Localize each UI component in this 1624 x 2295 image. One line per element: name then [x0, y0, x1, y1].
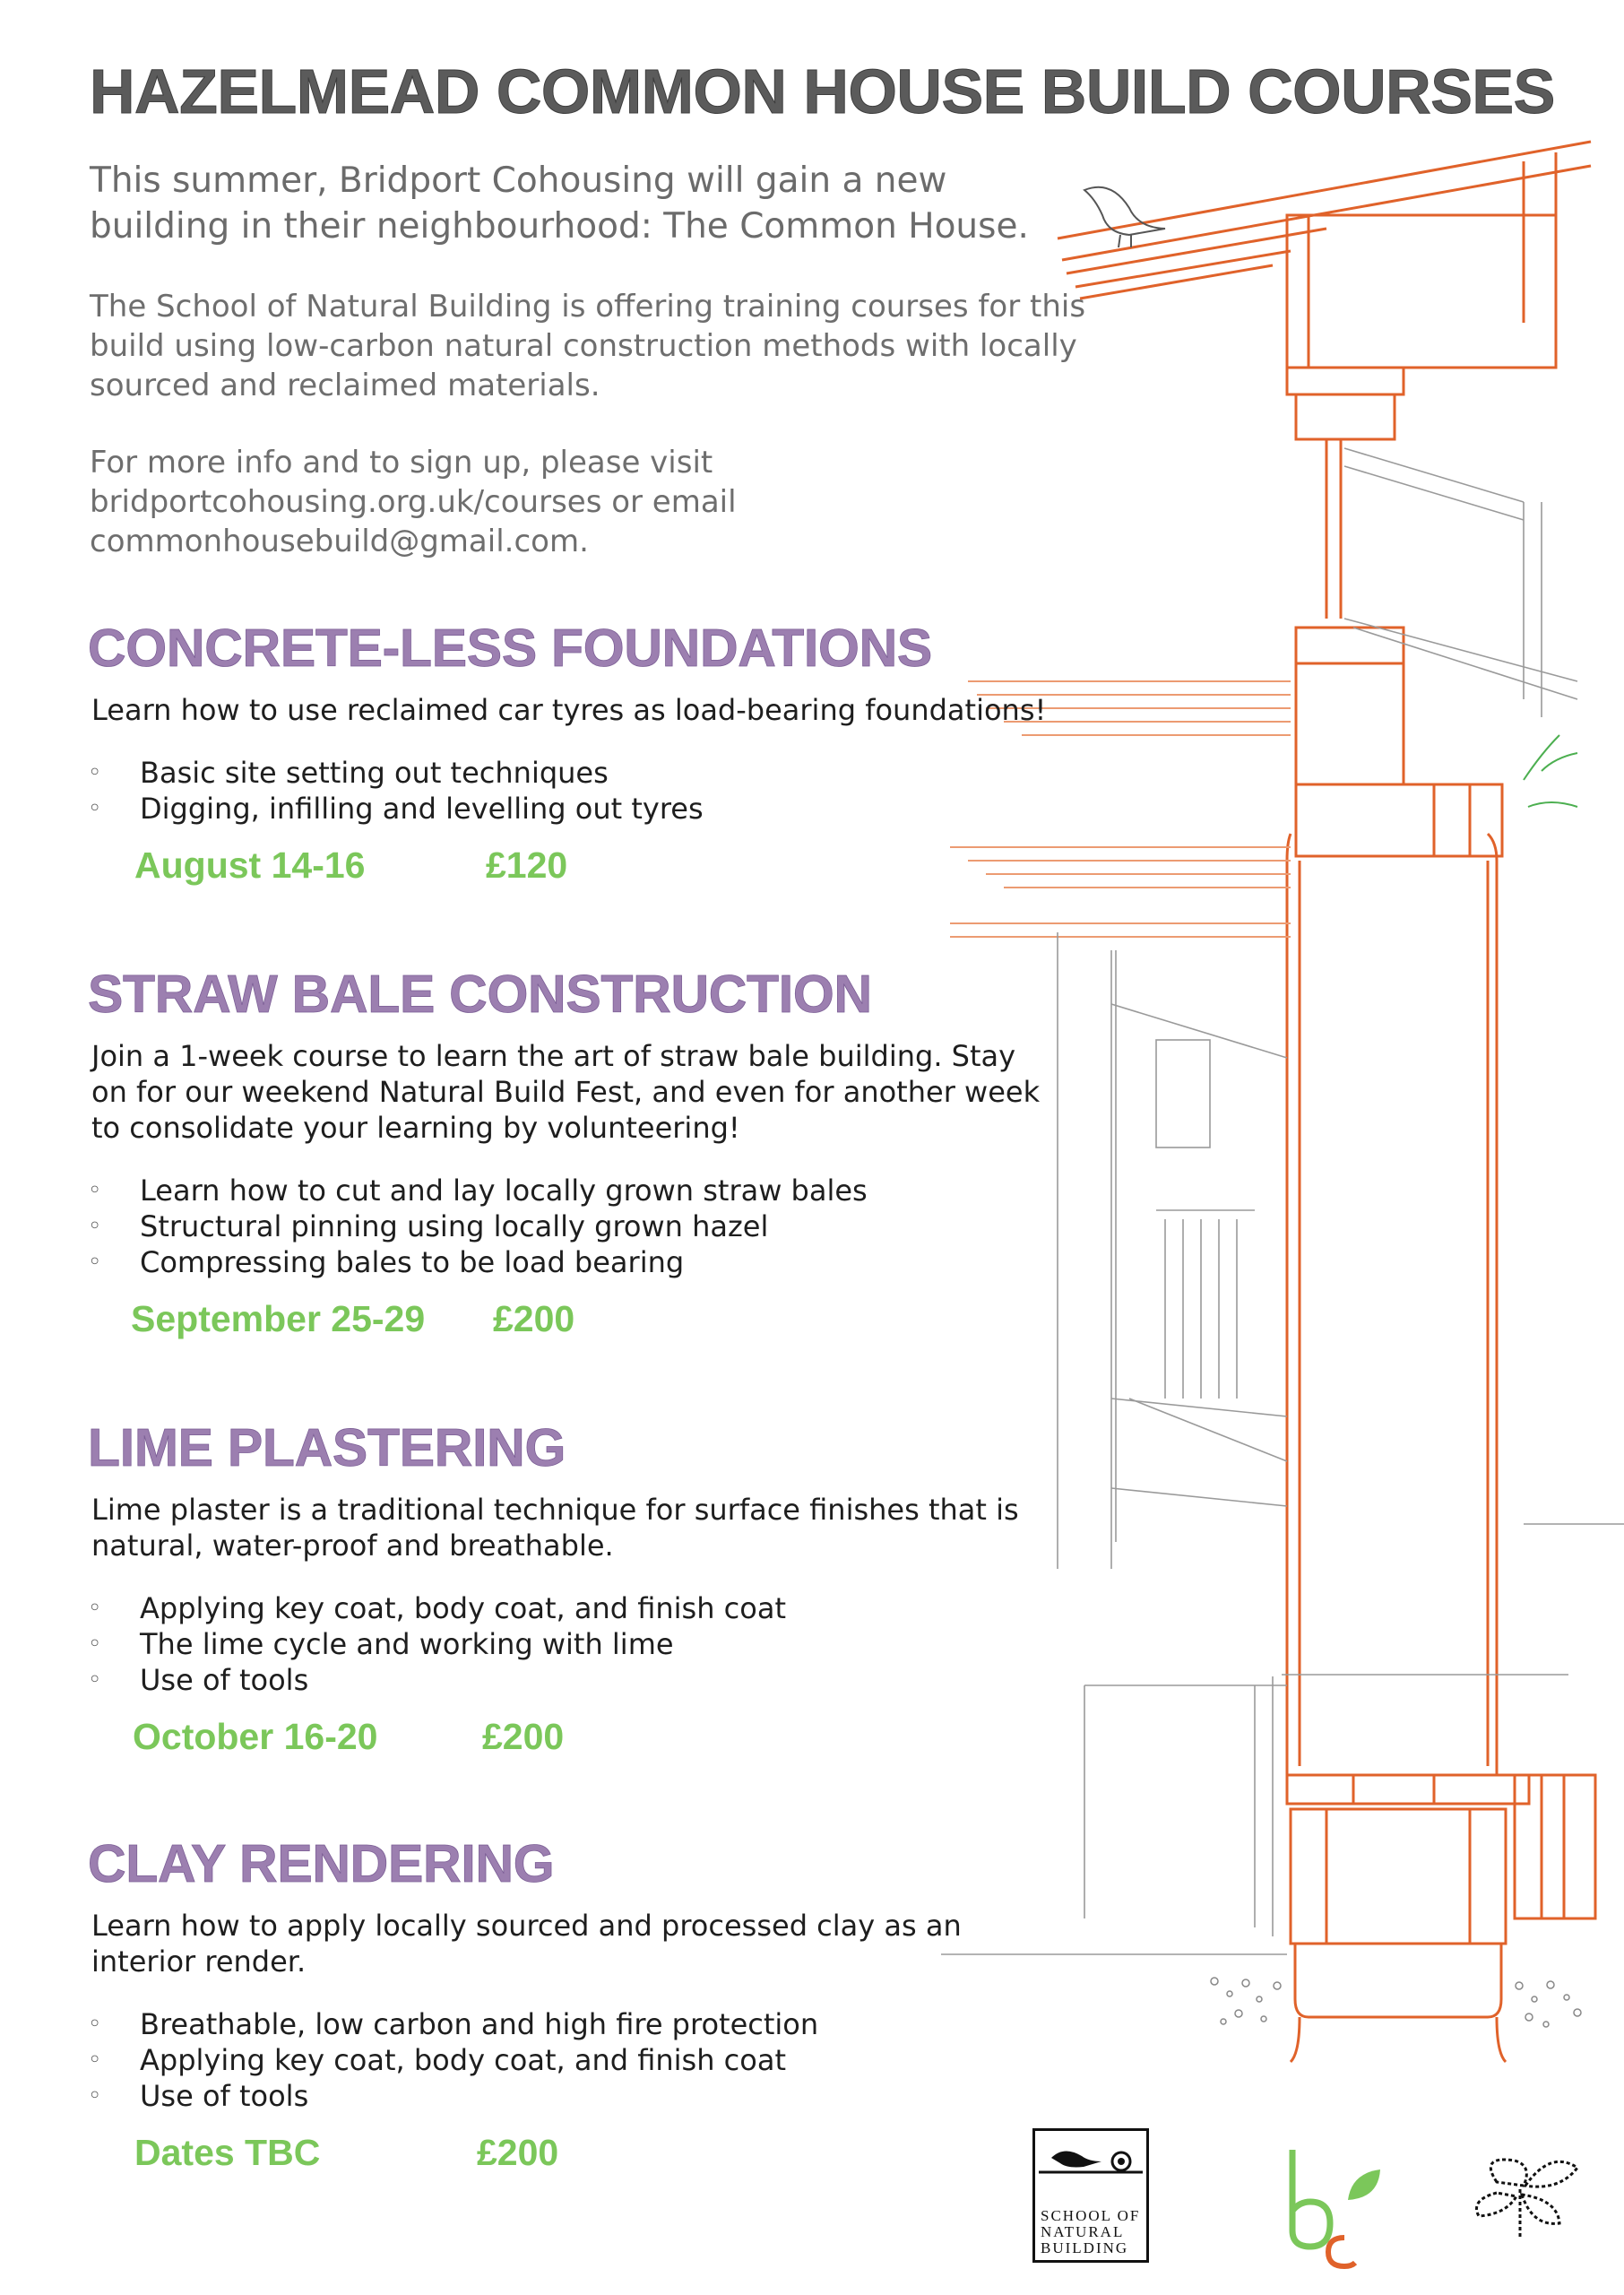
- course-points: [88, 755, 1056, 827]
- course-title: STRAW BALE CONSTRUCTION: [88, 965, 872, 1024]
- course-points: [88, 1590, 1056, 1698]
- dragonfly-icon: [1461, 2146, 1595, 2245]
- course-date: October 16-20: [133, 1716, 378, 1757]
- list-item: ◦ Compressing bales to be load bearing: [88, 1244, 1056, 1280]
- bird-icon: [1035, 2131, 1146, 2185]
- bird-icon: [1084, 187, 1165, 247]
- intro-lead: This summer, Bridport Cohousing will gain a new building in their neighbourhood: The Common House.: [90, 160, 1029, 247]
- school-logo-text: SCHOOL OF NATURAL BUILDING: [1041, 2207, 1141, 2256]
- course-date: August 14-16: [134, 844, 366, 886]
- list-item: ◦ Structural pinning using locally grown hazel: [88, 1208, 1056, 1244]
- course-price: £200: [482, 1716, 565, 1757]
- list-item: ◦ Breathable, low carbon and high fire protection: [88, 2006, 1056, 2042]
- course-concrete-less-foundations: [88, 617, 1056, 898]
- page-title: HAZELMEAD COMMON HOUSE BUILD COURSES: [90, 56, 1555, 126]
- list-item: ◦ Applying key coat, body coat, and finish coat: [88, 1590, 1056, 1626]
- list-item: ◦ Basic site setting out techniques: [88, 755, 1056, 791]
- list-item: ◦ Use of tools: [88, 2078, 1056, 2114]
- course-points: [88, 2006, 1056, 2114]
- course-description: Learn how to use reclaimed car tyres as load-bearing foundations!: [91, 693, 1047, 727]
- course-points: [88, 1173, 1056, 1280]
- course-description: Join a 1-week course to learn the art of straw bale building. Stay on for our weekend Natural Build Fest, and even for another week to consolidate your learning by volunteering!: [91, 1039, 1041, 1145]
- course-meta: [88, 844, 1056, 898]
- list-item: ◦ Applying key coat, body coat, and finish coat: [88, 2042, 1056, 2078]
- course-title: LIME PLASTERING: [88, 1418, 566, 1477]
- course-straw-bale-construction: [88, 963, 1056, 1352]
- leaf-icon: [1348, 2169, 1380, 2200]
- course-meta: [88, 2132, 1056, 2186]
- course-clay-rendering: [88, 1832, 1056, 2186]
- course-title: CONCRETE-LESS FOUNDATIONS: [88, 619, 932, 678]
- course-description: Learn how to apply locally sourced and processed clay as an interior render.: [91, 1909, 962, 1979]
- school-of-natural-building-logo: [1032, 2128, 1149, 2263]
- intro-contact: For more info and to sign up, please visit bridportcohousing.org.uk/courses or email commonhousebuild@gmail.com.: [90, 445, 737, 559]
- course-description: Lime plaster is a traditional technique for surface finishes that is natural, water-proof and breathable.: [91, 1493, 1019, 1563]
- course-meta: [88, 1716, 1056, 1770]
- course-title: CLAY RENDERING: [88, 1834, 555, 1893]
- course-date: September 25-29: [131, 1298, 426, 1339]
- course-meta: [88, 1298, 1056, 1352]
- list-item: ◦ The lime cycle and working with lime: [88, 1626, 1056, 1662]
- course-price: £200: [493, 1298, 575, 1339]
- list-item: ◦ Digging, infilling and levelling out tyres: [88, 791, 1056, 827]
- intro-body: The School of Natural Building is offering training courses for this build using low-carbon natural construction methods with locally sourced and reclaimed materials.: [90, 289, 1086, 403]
- course-lime-plastering: [88, 1416, 1056, 1770]
- course-price: £200: [477, 2132, 559, 2173]
- bridport-cohousing-logo: [1266, 2137, 1391, 2272]
- list-item: ◦ Use of tools: [88, 1662, 1056, 1698]
- list-item: ◦ Learn how to cut and lay locally grown straw bales: [88, 1173, 1056, 1208]
- course-date: Dates TBC: [134, 2132, 321, 2173]
- course-price: £120: [486, 844, 568, 886]
